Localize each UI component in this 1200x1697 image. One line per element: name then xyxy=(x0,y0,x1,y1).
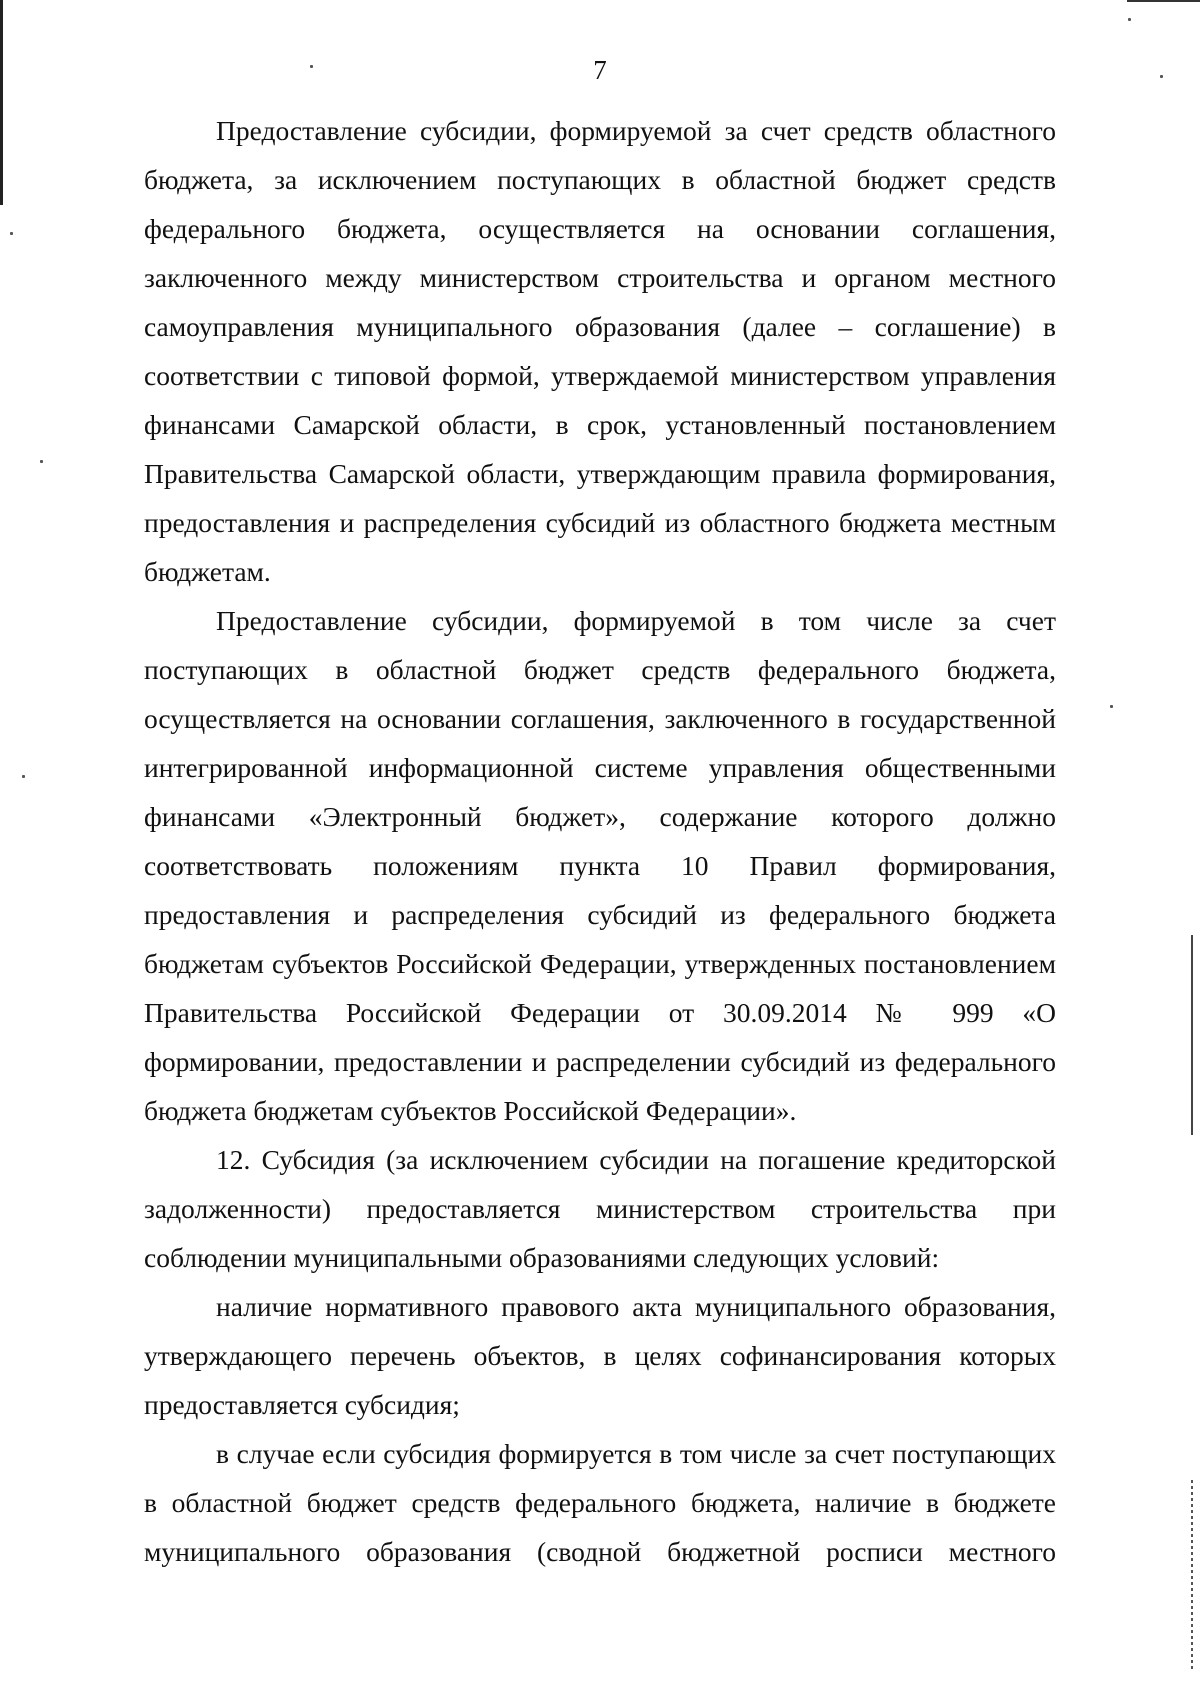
scan-edge-dots-right xyxy=(1191,1480,1193,1670)
scan-edge-mark-left xyxy=(0,0,3,205)
paragraph: в случае если субсидия формируется в том числе за счет поступающих в областной бюджет средств федерального бюджета, наличие в бюджете муниципального образования (сводной бюджетной росписи местного xyxy=(144,1438,1056,1567)
paragraph: Предоставление субсидии, формируемой в том числе за счет поступающих в областной бюджет средств федерального бюджета, осуществляется на основании соглашения, заключенного в государственной интегрированной информационной системе управления общественными финансами «Электронный бюджет», содержание которого должно соответствовать положениям пункта 10 Правил формирования, предоставления и распределения субсидий из федерального бюджета бюджетам субъектов Российской Федерации, утвержденных постановлением Правительства Российской Федерации от 30.09.2014 № 999 «О формировании, предоставлении и распределении субсидий из федерального бюджета бюджетам субъектов Российской Федерации». xyxy=(144,605,1056,1126)
scan-edge-mark-right xyxy=(1191,935,1193,1135)
paragraph: 12. Субсидия (за исключением субсидии на погашение кредиторской задолженности) предоставляется министерством строительства при соблюдении муниципальными образованиями следующих условий: xyxy=(144,1144,1056,1273)
document-body xyxy=(144,106,1056,1576)
scan-speck xyxy=(1128,18,1131,21)
paragraph: Предоставление субсидии, формируемой за счет средств областного бюджета, за исключением поступающих в областной бюджет средств федерального бюджета, осуществляется на основании соглашения, заключенного между министерством строительства и органом местного самоуправления муниципального образования (далее – соглашение) в соответствии с типовой формой, утверждаемой министерством управления финансами Самарской области, в срок, установленный постановлением Правительства Самарской области, утверждающим правила формирования, предоставления и распределения субсидий из областного бюджета местным бюджетам. xyxy=(144,115,1056,587)
paragraph: наличие нормативного правового акта муниципального образования, утверждающего перечень объектов, в целях софинансирования которых предоставляется субсидия; xyxy=(144,1291,1056,1420)
scan-speck xyxy=(40,460,43,463)
scan-speck xyxy=(1110,705,1113,708)
page-number: 7 xyxy=(593,55,607,85)
scan-edge-mark-top-right xyxy=(1127,0,1200,2)
scan-speck xyxy=(10,232,13,235)
scan-speck xyxy=(22,775,25,778)
